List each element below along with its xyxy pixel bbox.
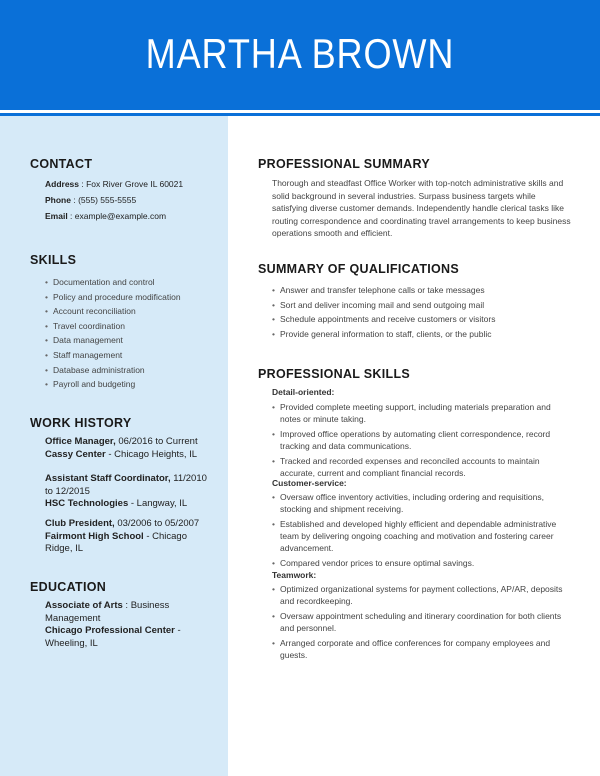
professional-skills-heading: PROFESSIONAL SKILLS — [258, 367, 411, 381]
job-company: Fairmont High School — [45, 530, 144, 542]
skill-group-list — [272, 491, 572, 569]
contact-address — [45, 178, 183, 190]
list-item: • Compared vendor prices to ensure optimal savings. — [272, 557, 572, 569]
address-value: : Fox River Grove IL 60021 — [79, 179, 184, 189]
list-item: • Travel coordination — [45, 319, 181, 334]
candidate-name: MARTHA BROWN — [145, 30, 455, 77]
list-item: • Sort and deliver incoming mail and send outgoing mail — [272, 299, 572, 311]
job-location: - Langway, IL — [128, 498, 188, 509]
job-company: HSC Technologies — [45, 498, 129, 509]
list-item: • Policy and procedure modification — [45, 290, 181, 305]
contact-email — [45, 210, 166, 222]
summary-heading: PROFESSIONAL SUMMARY — [258, 157, 430, 171]
skill-group-title: Detail-oriented: — [272, 387, 335, 397]
list-item: • Tracked and recorded expenses and reconciled accounts to maintain accurate, current and compliant financial records. — [272, 455, 572, 479]
skill-group-list — [272, 401, 572, 479]
job-entry — [45, 473, 215, 511]
phone-value: : (555) 555-5555 — [70, 195, 137, 205]
list-item: • Documentation and control — [45, 275, 181, 290]
list-item: • Account reconciliation — [45, 304, 181, 319]
list-item: • Oversaw appointment scheduling and itinerary coordination for both clients and personnel. — [272, 610, 572, 634]
school: Chicago Professional Center — [45, 625, 175, 636]
list-item: • Schedule appointments and receive customers or visitors — [272, 313, 572, 325]
job-entry — [45, 518, 215, 556]
degree: Associate of Arts — [45, 600, 123, 611]
list-item: • Established and developed highly efficient and dependable administrative team by delivering ongoing coaching and motivation and fostering career advancement. — [272, 518, 572, 554]
email-value: : example@example.com — [67, 211, 167, 221]
work-history-heading: WORK HISTORY — [30, 416, 132, 430]
qualifications-heading: SUMMARY OF QUALIFICATIONS — [258, 262, 460, 276]
list-item: • Provide general information to staff, clients, or the public — [272, 328, 572, 340]
list-item: • Database administration — [45, 363, 181, 378]
job-dates: 06/2016 to Current — [115, 436, 198, 447]
list-item: • Payroll and budgeting — [45, 377, 181, 392]
contact-heading: CONTACT — [30, 157, 93, 171]
job-dates: 03/2006 to 05/2007 — [114, 518, 200, 529]
email-label: Email — [45, 211, 68, 221]
list-item: • Optimized organizational systems for payment collections, AP/AR, deposits and recordkeeping. — [272, 583, 572, 607]
education-entry — [45, 600, 215, 650]
school-location: - Wheeling, IL — [45, 625, 181, 649]
list-item: • Oversaw office inventory activities, including ordering and requisitions, stocking and shipment receiving. — [272, 491, 572, 515]
job-title: Club President, — [45, 518, 115, 529]
job-location: - Chicago Ridge, IL — [45, 530, 188, 554]
list-item: • Answer and transfer telephone calls or take messages — [272, 284, 572, 296]
list-item: • Provided complete meeting support, including materials preparation and notes or minute taking. — [272, 401, 572, 425]
qualifications-list — [272, 284, 572, 340]
skill-group-list — [272, 583, 572, 661]
skills-heading: SKILLS — [30, 253, 77, 267]
header-banner — [0, 0, 600, 110]
job-location: - Chicago Heights, IL — [105, 448, 198, 460]
job-title: Assistant Staff Coordinator, — [45, 473, 171, 484]
phone-label: Phone — [45, 195, 71, 205]
contact-phone — [45, 194, 136, 206]
skill-group-title: Teamwork: — [272, 570, 317, 580]
job-dates: 11/2010 to 12/2015 — [45, 473, 207, 497]
skill-group-title: Customer-service: — [272, 478, 347, 488]
job-entry — [45, 436, 215, 461]
degree-field: : Business Management — [45, 600, 170, 624]
education-heading: EDUCATION — [30, 580, 107, 594]
list-item: • Staff management — [45, 348, 181, 363]
job-title: Office Manager, — [45, 436, 116, 447]
list-item: • Arranged corporate and office conferences for company employees and guests. — [272, 637, 572, 661]
skills-list — [45, 275, 181, 392]
list-item: • Improved office operations by automating client correspondence, record tracking and data communications. — [272, 428, 572, 452]
list-item: • Data management — [45, 333, 181, 348]
job-company: Cassy Center — [45, 448, 106, 460]
address-label: Address — [45, 179, 80, 189]
summary-text: Thorough and steadfast Office Worker with top-notch administrative skills and solid background in several industries. Surpass business targets while satisfying diverse customer demands. Independently handle clerical tasks like routing correspondence and coordinating travel arrangements to keep business operations smooth and efficient. — [272, 178, 571, 239]
